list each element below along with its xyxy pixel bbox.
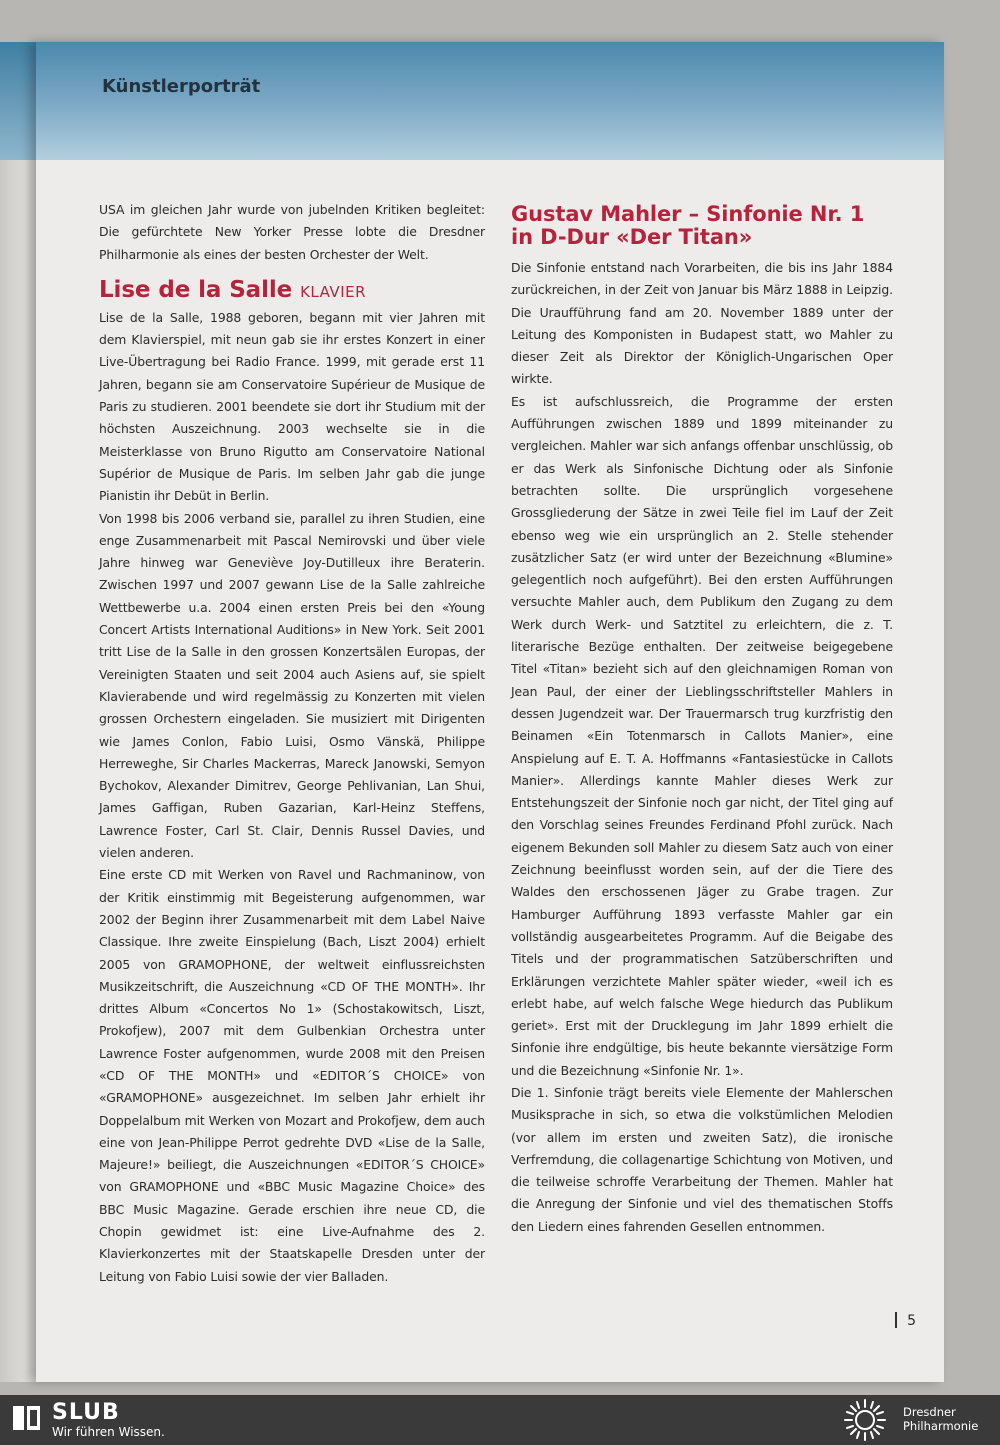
work-paragraph-3: Die 1. Sinfonie trägt bereits viele Elemente der Mahlerschen Musiksprache in sich, so etwa die volkstümlichen Melodien (vor allem im ersten und zweiten Satz), die ironische Verfremdung, die collagenartige Schichtung von Motiven, und die teilweise schroffe Verarbeitung der Themen. Mahler hat die Anregung der Sinfonie und viel des thematischen Stoffs den Liedern eines fahrenden Gesellen entnommen. bbox=[511, 1084, 893, 1234]
document-page bbox=[36, 42, 944, 1382]
work-heading-line2: in D-Dur «Der Titan» bbox=[511, 225, 753, 249]
slub-logo-icon bbox=[12, 1404, 42, 1432]
previous-page-header-band bbox=[0, 42, 36, 160]
artist-heading bbox=[99, 275, 485, 307]
work-paragraph-2: Es ist aufschlussreich, die Programme der ersten Aufführungen zwischen 1889 und 1899 miteinander zu vergleichen. Mahler war sich anfangs offenbar unschlüssig, ob er das Werk als Sinfonische Dichtung oder als Sinfonie betrachten sollte. Die ursprünglich vorgesehene Grossgliederung der Sätze in zwei Teile fiel im Lauf der Zeit ebenso weg wie ein ursprünglich an 2. Stelle stehender zusätzlicher Satz (er wird unter der Bezeichnung «Blumine» gelegentlich noch aufgeführt). Bei den ersten Aufführungen versuchte Mahler auch, dem Publikum den Zugang zu dem Werk durch Werk- und Satztitel zu erleichtern, die z. T. literarische Bezüge enthalten. Der zeitweise beigegebene Titel «Titan» bezieht sich auf den gleichnamigen Roman von Jean Paul, der einer der Lieblingsschriftsteller Mahlers in dessen Jugendzeit war. Der Trauermarsch trug kurzfristig den Beinamen «Ein Totenmarsch in Callots Manier», eine Anspielung auf E. T. A. Hoffmanns «Fantasiestücke in Callots Manier». Allerdings kannte Mahler dieses Werk zur Entstehungszeit der Sinfonie noch gar nicht, der Titel ging auf den Vorschlag seines Freundes Ferdinand Pfohl zurück. Nach eigenem Bekunden soll Mahler zu diesem Satz auch von einer Zeichnung beeinflusst worden sein, auf der die Tiere des Waldes den erschossenen Jäger zu Grabe tragen. Zur Hamburger Aufführung 1893 verfasste Mahler gar ein vollständig ausgearbeitetes Programm. Auf die Beigabe des Titels und der programmatischen Satzüberschriften und Erklärungen verzichtete Mahler später wieder, «weil ich es erlebt habe, auf welch falsche Wege hiedurch das Publikum geriet». Erst mit der Drucklegung im Jahr 1899 erhielt die Sinfonie ihre endgültige, bis heute bekannte viersätzige Form und die Bezeichnung «Sinfonie Nr. 1». bbox=[511, 393, 893, 1078]
orchestra-name bbox=[903, 1405, 978, 1433]
footer-bar bbox=[0, 1395, 1000, 1445]
dresdner-philharmonie-logo-icon bbox=[842, 1397, 888, 1443]
page-number-divider bbox=[895, 1312, 897, 1328]
section-title: Künstlerporträt bbox=[102, 76, 261, 97]
bio-paragraph-3: Eine erste CD mit Werken von Ravel und Rachmaninow, von der Kritik einstimmig mit Begeisterung aufgenommen, war 2002 der Beginn ihrer Zusammenarbeit mit dem Label Naive Classique. Ihre zweite Einspielung (Bach, Liszt 2004) erhielt 2005 von GRAMOPHONE, der weltweit einflussreichsten Musikzeitschrift, die Auszeichnung «CD OF THE MONTH». Ihr drittes Album «Concertos No 1» (Schostakowitsch, Liszt, Prokofjew), 2007 mit dem Gulbenkian Orchestra unter Lawrence Foster aufgenommen, wurde 2008 mit den Preisen «CD OF THE MONTH» und «EDITOR´S CHOICE» von «GRAMOPHONE» ausgezeichnet. Im selben Jahr erhielt ihr Doppelalbum mit Werken von Mozart and Prokofjew, dem auch eine von Jean-Philippe Perrot gedrehte DVD «Lise de la Salle, Majeure!» beiliegt, die Auszeichnungen «EDITOR´S CHOICE» von GRAMOPHONE und «BBC Music Magazine Choice» des BBC Music Magazine. Gerade erschien ihre neue CD, die Chopin gewidmet ist: eine Live-Aufnahme des 2. Klavierkonzertes mit der Staatskapelle Dresden unter der Leitung von Fabio Luisi sowie der vier Balladen. bbox=[99, 867, 485, 1284]
page-number bbox=[895, 1312, 916, 1329]
library-name: SLUB bbox=[52, 1400, 120, 1425]
page-header bbox=[36, 42, 944, 160]
page-number-value: 5 bbox=[907, 1313, 916, 1329]
left-column bbox=[99, 199, 485, 1288]
bio-paragraph-2: Von 1998 bis 2006 verband sie, parallel zu ihren Studien, eine enge Zusammenarbeit mit Pascal Nemirovski und über viele Jahre hinweg war Geneviève Joy-Dutilleux ihre Beraterin. Zwischen 1997 und 2007 gewann Lise de la Salle zahlreiche Wettbewerbe u.a. 2004 einen ersten Preis bei den «Young Concert Artists International Auditions» in New York. Seit 2001 tritt Lise de la Salle in den grossen Konzertsälen Europas, der Vereinigten Staaten und seit 2004 auch Asiens auf, sie spielt Klavierabende und wird regelmässig zu Konzerten mit vielen grossen Orchestern eingeladen. Sie musiziert mit Dirigenten wie James Conlon, Fabio Luisi, Osmo Vänskä, Philippe Herreweghe, Sir Charles Mackerras, Mareck Janowski, Semyon Bychokov, Alexander Dimitrev, George Pehlivanian, Lan Shui, James Gaffigan, Ruben Gazarian, Karl-Heinz Steffens, Lawrence Foster, Carl St. Clair, Dennis Russel Davies, und vielen anderen. bbox=[99, 510, 485, 861]
intro-paragraph: USA im gleichen Jahr wurde von jubelnden Kritiken begleitet: Die gefürchtete New Yorker Presse lobte die Dresdner Philharmonie als eines der besten Orchester der Welt. bbox=[99, 202, 485, 262]
bio-paragraph-1: Lise de la Salle, 1988 geboren, begann mit vier Jahren mit dem Klavierspiel, mit neun gab sie ihr erstes Konzert in einer Live-Übertragung bei Radio France. 1999, mit gerade erst 11 Jahren, begann sie am Conservatoire Supérieur de Musique de Paris zu studieren. 2001 beendete sie dort ihr Studium mit der höchsten Auszeichnung. 2003 wechselte sie in die Meisterklasse von Bruno Rigutto am Conservatoire National Supérior de Musique de Paris. Im selben Jahr gab die junge Pianistin ihr Debüt in Berlin. bbox=[99, 309, 485, 504]
work-paragraph-1: Die Sinfonie entstand nach Vorarbeiten, die bis ins Jahr 1884 zurückreichen, in der Zeit von Januar bis März 1888 in Leipzig. Die Uraufführung fand am 20. November 1889 unter der Leitung des Komponisten in Budapest statt, wo Mahler zu dieser Zeit als Direktor der Königlich-Ungarischen Oper wirkte. bbox=[511, 260, 893, 387]
work-heading-line1: Gustav Mahler – Sinfonie Nr. 1 bbox=[511, 202, 865, 226]
orchestra-name-line2: Philharmonie bbox=[903, 1419, 979, 1433]
library-tagline: Wir führen Wissen. bbox=[52, 1425, 165, 1439]
artist-role: KLAVIER bbox=[300, 282, 367, 301]
orchestra-name-line1: Dresdner bbox=[903, 1405, 956, 1419]
work-heading bbox=[511, 203, 893, 249]
previous-page-edge bbox=[0, 42, 36, 1382]
artist-name: Lise de la Salle bbox=[99, 276, 293, 303]
right-column bbox=[511, 199, 893, 1238]
